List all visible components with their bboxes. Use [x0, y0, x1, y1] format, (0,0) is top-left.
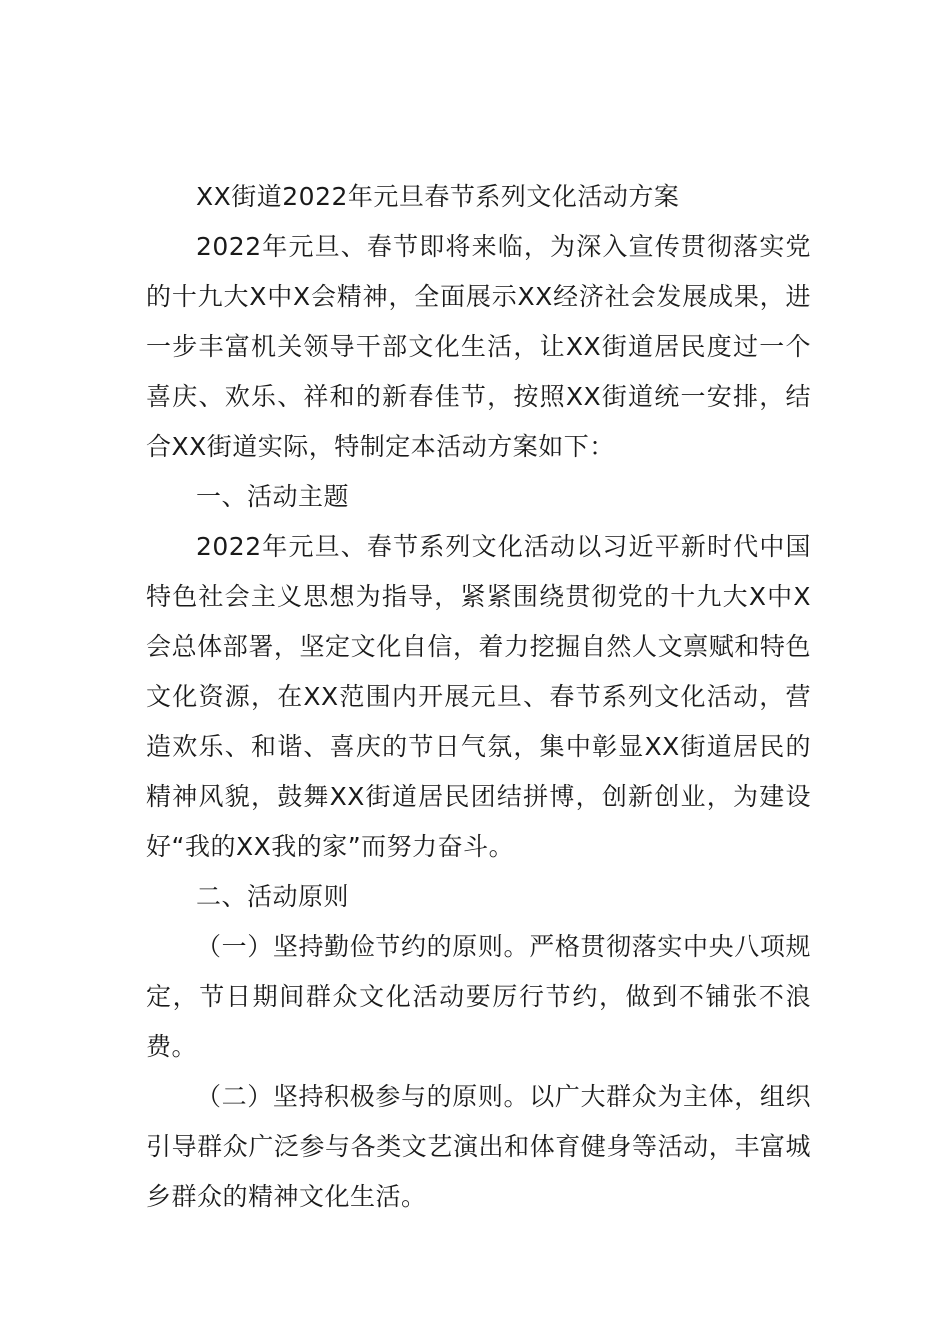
- theme-paragraph: 2022年元旦、春节系列文化活动以习近平新时代中国特色社会主义思想为指导，紧紧围绕贯彻党的十九大X中X会总体部署，坚定文化自信，着力挖掘自然人文禀赋和特色文化资源，在XX范围内开展元旦、春节系列文化活动，营造欢乐、和谐、喜庆的节日气氛，集中彰显XX街道居民的精神风貌，鼓舞XX街道居民团结拼博，创新创业，为建设好“我的XX我的家”而努力奋斗。: [146, 532, 811, 861]
- section-heading-theme: 一、活动主题: [196, 482, 350, 511]
- document-body: [146, 172, 811, 1222]
- intro-paragraph: 2022年元旦、春节即将来临，为深入宣传贯彻落实党的十九大X中X会精神，全面展示XX经济社会发展成果，进一步丰富机关领导干部文化生活，让XX街道居民度过一个喜庆、欢乐、祥和的新春佳节，按照XX街道统一安排，结合XX街道实际，特制定本活动方案如下：: [146, 232, 811, 461]
- document-title: XX街道2022年元旦春节系列文化活动方案: [196, 182, 680, 211]
- principle-paragraph-1: （一）坚持勤俭节约的原则。严格贯彻落实中央八项规定，节日期间群众文化活动要厉行节约，做到不铺张不浪费。: [146, 932, 811, 1061]
- principle-paragraph-2: （二）坚持积极参与的原则。以广大群众为主体，组织引导群众广泛参与各类文艺演出和体育健身等活动，丰富城乡群众的精神文化生活。: [146, 1082, 811, 1211]
- section-heading-principles: 二、活动原则: [196, 882, 350, 911]
